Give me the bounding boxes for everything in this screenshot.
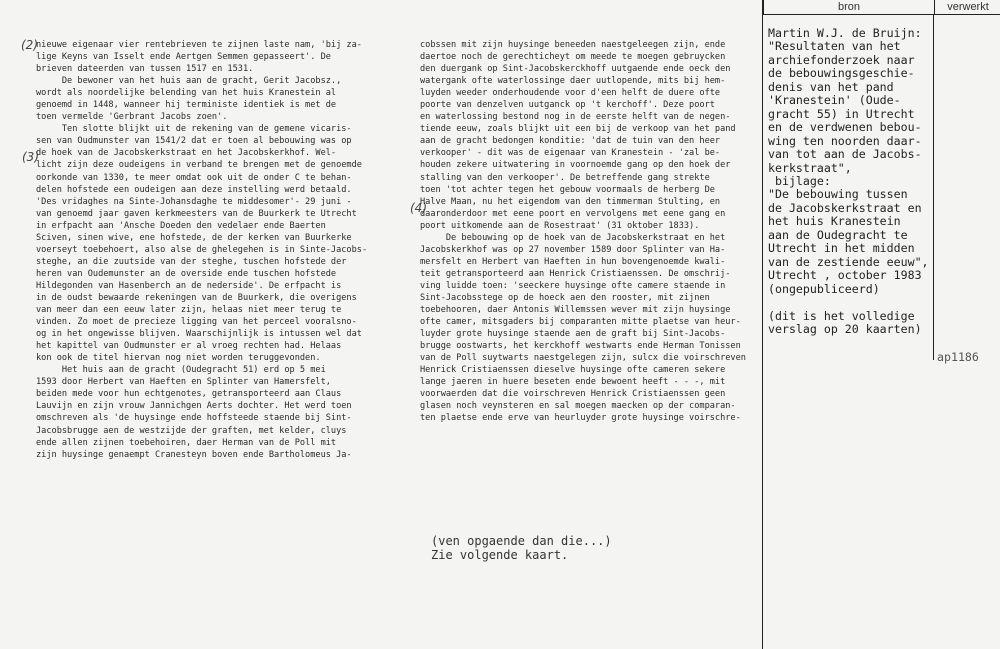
text-column-right: cobssen mit zijn huysinge beneeden naestgeleegen zijn, ende daertoe noch de gerechticheyt om meede te moegen gebruycken den duergank op Sint-Jacobskerckhoff uutgaende ende oeck den watergank ofte waterlossinge daer uutlopende, mits bij hem- luyden weeder onderhoudende voor d'een helft de duere ofte poorte van denzelven uutganck op 't kerchoff'. Deze poort en waterlossing bestond nog in de eerste helft van de negen- tiende eeuw, zoals blijkt uit een bij de verkoop van het pand aan de gracht bedongen konditie: 'dat de tuin van den heer verkooper' - dit was de eigenaar van Kranestein - 'zal be- houden zekere uitwatering in voornoemde gang op den hoek der stalling van den verkooper'. De betreffende gang strekte toen 'tot achter tegen het gebouw voormaals de herberg De Halve Maan, nu het eigendom van den timmerman Stulting, en daaronderdoor met eene poort en vervolgens met eene gang en poort uitkomende aan de Rosestraat' (31 oktober 1833). De bebouwing op de hoek van de Jacobskerkstraat en het Jacobskerkhof was op 27 november 1589 door Splinter van Ha- mersfelt en Herbert van Haeften in hun bovengenoemde kwali- teit getransporteerd aan Henrick Cristiaenssen. De omschrij- ving luidde toen: 'seeckere huysinge ofte camere staende in Sint-Jacobsstege op de hoeck aen den rooster, mit zijnen toebehooren, daer Antonis Willemssen wever mit zijn huysinge ofte camer, mitsgaders bij comparanten mitte plaetse van heur- luyder grote huysinge staende aen de graft bij Sint-Jacobs- brugge oostwarts, het kerckhoff westwarts ende Herman Tonissen van de Poll suytwarts naestgelegen zijn, sulcx die voirschreven Henrick Cristiaenssen dieselve huysinge ofte cameren sekere lange jaeren in huere beseten ende bewoent heeft - - -, mit voorwaerden dat die voirschreven Henrick Cristiaenssen geen glasen noch veynsteren en sal moegen maecken op der comparan- ten plaetse ende erve van heurluyder grote huysinge voirschre- [420,40,746,424]
margin-mark-3: (3) [22,150,39,164]
card-left-rule [762,0,763,649]
continuation-note: (ven opgaende dan die...) Zie volgende kaart. [431,534,612,562]
text-column-left: nieuwe eigenaar vier rentebrieven te zijnen laste nam, 'bij za- lige Keyns van Isselt ende Aertgen Semmen gepasseert'. De brieven dateerden van tussen 1517 en 1531. De bewoner van het huis aan de gracht, Gerit Jacobsz., wordt als noordelijke belending van het huis Kranestein al genoemd in 1448, wanneer hij terministe identiek is met de toen vermelde 'Gerbrant Jacobs zoen'. Ten slotte blijkt uit de rekening van de gemene vicaris- sen van Oudmunster van 1541/2 dat er toen al bebouwing was op de hoek van de Jacobskerkstraat en het Jacobskerkhof. Wel- licht zijn deze oudeigens in verband te brengen met de genoemde oorkonde van 1330, te meer omdat ook uit de onder C te behan- delen hofstede een oudeigen aan deze instelling werd betaald. 'Des vridaghes na Sinte-Johansdaghe te middesomer'- 29 juni - van genoemd jaar gaven kerkmeesters van de Buurkerk te Utrecht in erfpacht aan 'Ansche Doeden den vedelaer ende Baerten Sciven, sinen wive, ene hofstede, de der kerken van Buurkerke voerseyt toebehoert, also alse de ghelegehen is in Sinte-Jacobs- steghe, an die zuutside van der steghe, tuschen hofstede der heren van Oudemunster an de overside ende tuschen hofstede Hildegonden van Hasenberch an de nederside'. De erfpacht is in de oudst bewaarde rekeningen van de Buurkerk, die overigens van meer dan een eeuw later zijn, helaas niet meer terug te vinden. Zo moet de precieze ligging van het perceel vooralsno- og in het ongewisse blijven. Waarschijnlijk is intussen wel dat het kapittel van Oudmunster er al vroeg rechten had. Helaas kon ook de titel hiervan nog niet worden teruggevonden. Het huis aan de gracht (Oudegracht 51) erd op 5 mei 1593 door Herbert van Haeften en Splinter van Hamersfelt, beiden mede voor hun echtgenotes, getransporteerd aan Claus Lauvijn en zijn vrouw Jannichgen Aerts dochter. Het werd toen omschreven als 'de huysinge ende hoffsteede staende bij Sint- Jacobsbrugge aen de westzijde der graften, met kelder, cluys ende allen zijnen toebehoiren, daer Herman van de Poll mit zijn huysinge genaempt Cranesteyn boven ende Bartholomeus Ja- [36,40,368,460]
margin-mark-4: (4) [410,201,427,215]
source-citation: Martin W.J. de Bruijn: "Resultaten van het archiefonderzoek naar de bebouwingsgeschie- denis van het pand 'Kranestein' (Oude- gracht 55) in Utrecht en de verdwenen bebou- wing ten noorden daar- van tot aan de Jacobs- kerkstraat", bijlage: "De bebouwing tussen de Jacobskerkstraat en het huis Kranestein aan de Oudegracht te Utrecht in het midden van de zestiende eeuw", Utrecht , october 1983 (ongepubliceerd) (dit is het volledige verslag op 20 kaarten) [768,26,929,336]
header-bron: bron [763,0,934,15]
margin-mark-2: (2) [21,38,38,52]
reference-code: ap1186 [937,350,979,364]
header-verwerkt: verwerkt [934,0,1000,15]
